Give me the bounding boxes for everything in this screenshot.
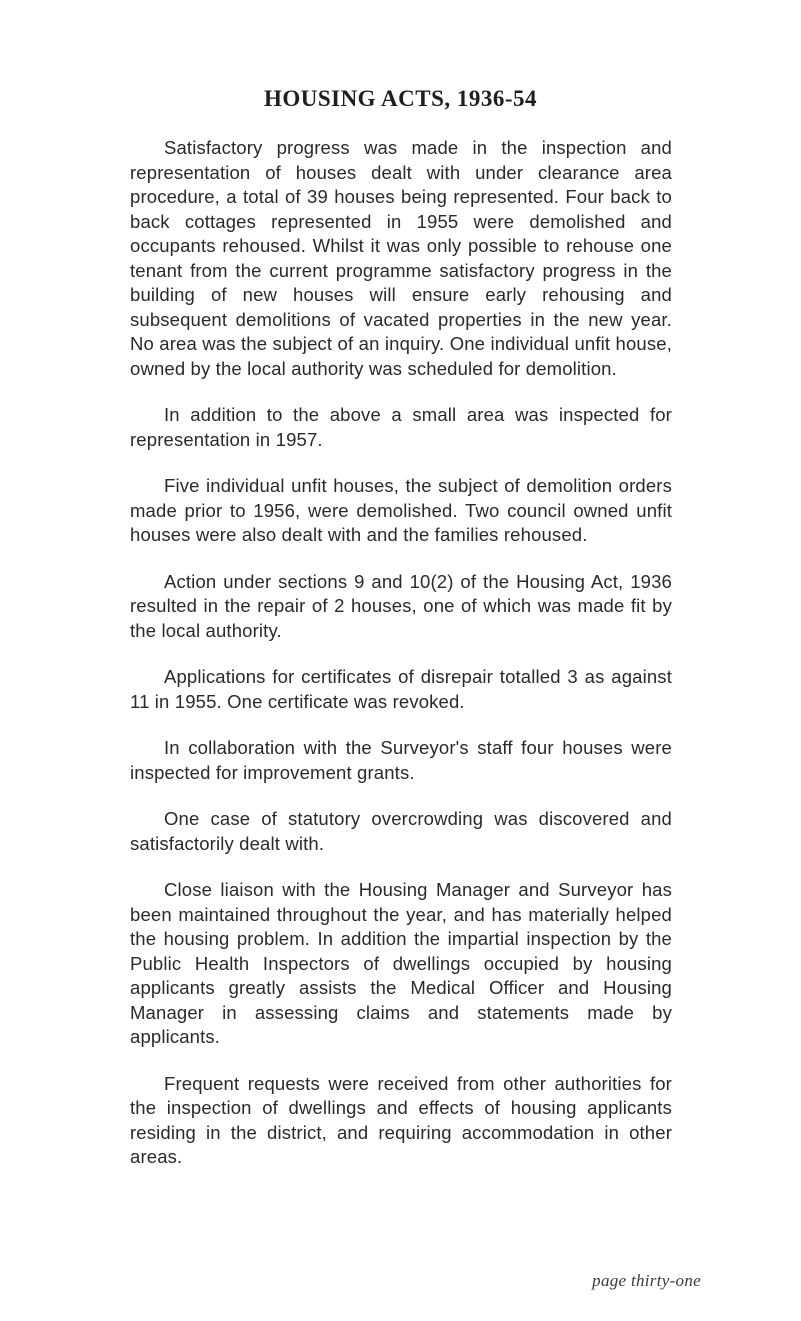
- page-title: HOUSING ACTS, 1936-54: [263, 86, 538, 111]
- paragraph-overcrowding: One case of statutory overcrowding was discovered and satisfactorily dealt with.: [130, 808, 672, 854]
- paragraph-housing-act-action: Action under sections 9 and 10(2) of the Housing Act, 1936 resulted in the repair of 2 houses, one of which was made fit by the local authority.: [130, 570, 672, 641]
- page-number-label: page thirty-one: [592, 1271, 701, 1290]
- body-text: [130, 136, 672, 1192]
- paragraph-small-area: In addition to the above a small area was inspected for representation in 1957.: [130, 404, 672, 450]
- paragraph-certificates-disrepair: Applications for certificates of disrepair totalled 3 as against 11 in 1955. One certificate was revoked.: [130, 666, 672, 712]
- paragraph-improvement-grants: In collaboration with the Surveyor's staff four houses were inspected for improvement grants.: [130, 737, 672, 783]
- paragraph-clearance-progress: Satisfactory progress was made in the inspection and representation of houses dealt with under clearance area procedure, a total of 39 houses being represented. Four back to back cottages represented in 1955 were demolished and occupants rehoused. Whilst it was only possible to rehouse one tenant from the current programme satisfactory progress in the building of new houses will ensure early rehousing and subsequent demolitions of vacated properties in the new year. No area was the subject of an inquiry. One individual unfit house, owned by the local authority was scheduled for demolition.: [130, 137, 672, 379]
- paragraph-frequent-requests: Frequent requests were received from other authorities for the inspection of dwellings and effects of housing applicants residing in the district, and requiring accommodation in other areas.: [130, 1072, 672, 1167]
- paragraph-unfit-houses: Five individual unfit houses, the subject of demolition orders made prior to 1956, were demolished. Two council owned unfit houses were also dealt with and the families rehoused.: [130, 475, 672, 545]
- paragraph-liaison: Close liaison with the Housing Manager and Surveyor has been maintained throughout the year, and has materially helped the housing problem. In addition the impartial inspection by the Public Health Inspectors of dwellings occupied by housing applicants greatly assists the Medical Officer and Housing Manager in assessing claims and statements made by applicants.: [130, 879, 672, 1047]
